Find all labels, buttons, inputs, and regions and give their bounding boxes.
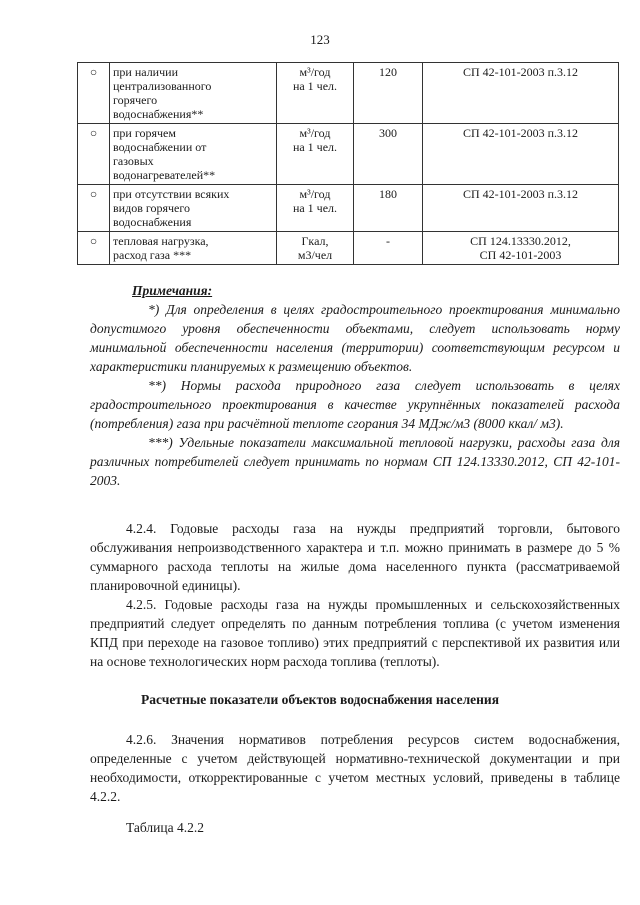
row-reference (423, 63, 619, 124)
row-value: 300 (354, 124, 423, 185)
row-unit (277, 63, 354, 124)
row-value: - (354, 232, 423, 265)
row-name-line: централизованного (113, 79, 212, 93)
norms-table (77, 62, 619, 265)
paragraph-4-2-6: 4.2.6. Значения нормативов потребления ресурсов систем водоснабжения, определенные с учетом действующей нормативно-технической документации и при необходимости, откорректированные с учетом местных условий, приведены в таблице 4.2.2. (90, 732, 620, 804)
row-unit-line: на 1 чел. (292, 79, 338, 93)
row-reference (423, 232, 619, 265)
row-name (110, 232, 277, 265)
paragraph-4-2-4: 4.2.4. Годовые расходы газа на нужды предприятий торговли, бытового обслуживания непроизводственного характера и т.п. можно принимать в размере до 5 % суммарного расхода теплоты на жилые дома населенного пункта (рассматриваемой планировочной единицы). (90, 521, 620, 593)
notes-block (90, 281, 620, 490)
row-unit (277, 185, 354, 232)
row-name (110, 185, 277, 232)
row-bullet: ○ (78, 232, 110, 265)
table-row (78, 124, 619, 185)
body-text-2 (90, 730, 620, 806)
note-item: **) Нормы расхода природного газа следует использовать в целях градостроительного проектирования в качестве укрупнённых показателей расхода (потребления) газа при расчётной теплоте сгорания 34 МДж/м3 (8000 ккал/ м3). (90, 378, 620, 431)
note-item: ***) Удельные показатели максимальной тепловой нагрузки, расходы газа для различных потребителей следует принимать по нормам СП 124.13330.2012, СП 42-101-2003. (90, 435, 620, 488)
row-reference (423, 185, 619, 232)
row-bullet: ○ (78, 185, 110, 232)
body-text (90, 519, 620, 671)
notes-title: Примечания: (132, 283, 213, 298)
row-name-line: водоснабжения (113, 215, 192, 229)
row-unit (277, 232, 354, 265)
row-name (110, 63, 277, 124)
table-row (78, 185, 619, 232)
row-reference (423, 124, 619, 185)
row-value: 180 (354, 185, 423, 232)
row-unit-line: м³/год (299, 187, 331, 201)
row-reference-line: СП 42-101-2003 (479, 248, 562, 262)
row-name-line: видов горячего (113, 201, 190, 215)
row-reference-line: СП 42-101-2003 п.3.12 (462, 187, 579, 201)
table-row (78, 63, 619, 124)
row-unit-line: м³/год (299, 126, 331, 140)
row-reference-line: СП 42-101-2003 п.3.12 (462, 126, 579, 140)
row-name-line: при горячем (113, 126, 176, 140)
row-bullet: ○ (78, 63, 110, 124)
row-name-line: расход газа *** (113, 248, 192, 262)
row-reference-line: СП 124.13330.2012, (470, 234, 571, 248)
table-caption: Таблица 4.2.2 (126, 820, 204, 835)
row-name-line: водоснабжения** (113, 107, 204, 121)
row-name-line: горячего (113, 93, 158, 107)
table-row (78, 232, 619, 265)
row-name-line: при наличии (113, 65, 178, 79)
row-unit-line: м³/год (299, 65, 331, 79)
row-unit (277, 124, 354, 185)
section-title: Расчетные показатели объектов водоснабжения населения (140, 692, 500, 707)
row-unit-line: на 1 чел. (292, 140, 338, 154)
row-value: 120 (354, 63, 423, 124)
row-unit-line: м3/чел (297, 248, 333, 262)
row-name-line: водонагревателей** (113, 168, 216, 182)
row-name-line: при отсутствии всяких (113, 187, 230, 201)
row-name-line: газовых (113, 154, 154, 168)
row-unit-line: на 1 чел. (292, 201, 338, 215)
note-item: *) Для определения в целях градостроительного проектирования минимально допустимого уровня обеспеченности объектами, следует использовать норму минимальной обеспеченности населения (территории) соответствующим ресурсом и характеристики планируемых к размещению объектов. (90, 302, 620, 374)
page-number: 123 (310, 32, 330, 47)
row-name-line: тепловая нагрузка, (113, 234, 209, 248)
row-reference-line: СП 42-101-2003 п.3.12 (462, 65, 579, 79)
row-name-line: водоснабжении от (113, 140, 207, 154)
row-unit-line: Гкал, (301, 234, 329, 248)
row-bullet: ○ (78, 124, 110, 185)
paragraph-4-2-5: 4.2.5. Годовые расходы газа на нужды промышленных и сельскохозяйственных предприятий следует определять по данным потребления топлива (с учетом изменения КПД при переходе на газовое топливо) этих предприятий с перспективой их развития или на основе технологических норм расхода топлива (теплоты). (90, 597, 620, 669)
row-name (110, 124, 277, 185)
